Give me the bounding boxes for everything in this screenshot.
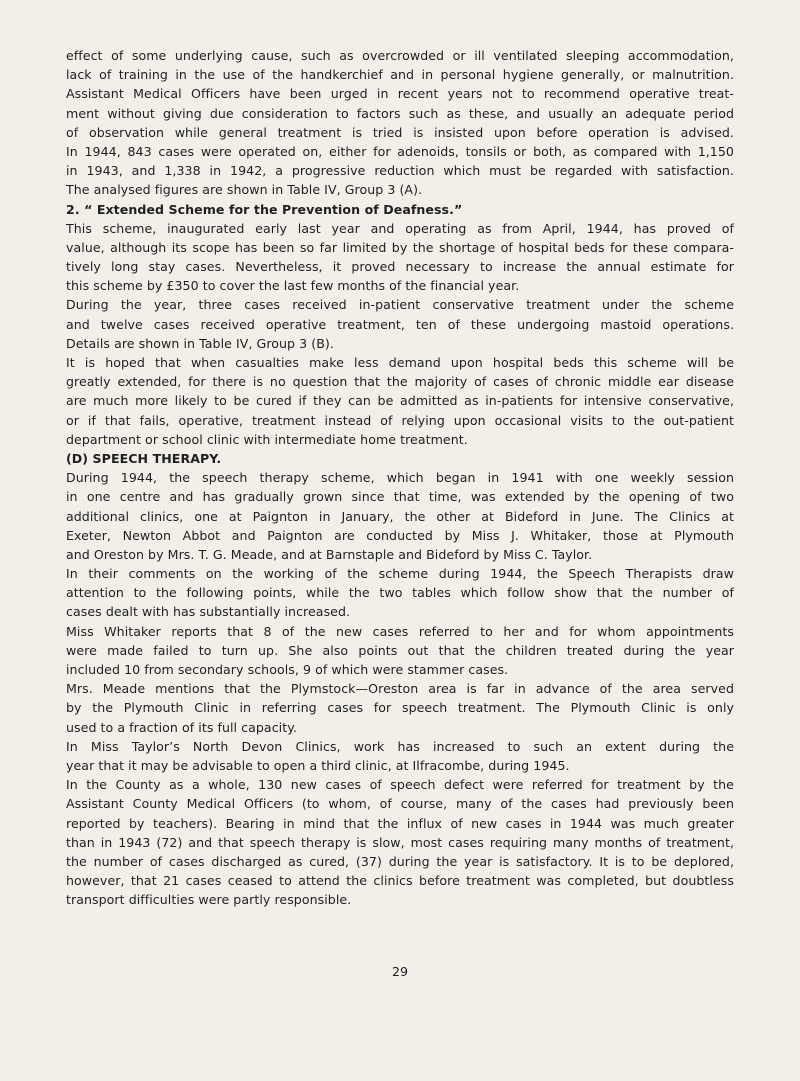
text-line: of observation while general treatment is tried is insisted upon before operation is advised. [66, 124, 734, 140]
page-number: 29 [391, 964, 409, 979]
text-line: In their comments on the working of the scheme during 1944, the Speech Therapists draw [66, 566, 734, 582]
text-line: Assistant County Medical Officers (to whom, of course, many of the cases had previously been [66, 796, 734, 812]
text-line: It is hoped that when casualties make less demand upon hospital beds this scheme will be [66, 355, 734, 370]
text-line: The analysed figures are shown in Table IV, Group 3 (A). [66, 182, 423, 198]
text-line: by the Plymouth Clinic in referring cases for speech treatment. The Plymouth Clinic is only [66, 700, 734, 716]
text-line: In Miss Taylor’s North Devon Clinics, work has increased to such an extent during the [66, 738, 734, 754]
text-line: In the County as a whole, 130 new cases of speech defect were referred for treatment by the [66, 777, 734, 793]
text-line: attention to the following points, while the two tables which follow show that the number of [66, 585, 734, 601]
text-line: and Oreston by Mrs. T. G. Meade, and at Barnstaple and Bideford by Miss C. Taylor. [66, 546, 593, 562]
text-line: used to a fraction of its full capacity. [66, 719, 297, 735]
section-heading-speech-therapy: (D) SPEECH THERAPY. [66, 450, 222, 466]
text-line: transport difficulties were partly responsible. [66, 892, 352, 908]
text-line: tively long stay cases. Nevertheless, it proved necessary to increase the annual estimate for [66, 259, 734, 275]
text-line: included 10 from secondary schools, 9 of which were stammer cases. [66, 662, 509, 677]
text-line: in one centre and has gradually grown since that time, was extended by the opening of two [66, 489, 734, 505]
text-line: and twelve cases received operative treatment, ten of these undergoing mastoid operations. [66, 316, 734, 332]
text-line: Details are shown in Table IV, Group 3 (B). [66, 335, 334, 351]
text-line: lack of training in the use of the handkerchief and in personal hygiene generally, or malnutrition. [66, 67, 734, 83]
text-line: the number of cases discharged as cured, (37) during the year is satisfactory. It is to be deplored, [66, 853, 734, 869]
text-line: in 1943, and 1,338 in 1942, a progressive reduction which must be regarded with satisfaction. [66, 163, 734, 179]
text-line: In 1944, 843 cases were operated on, either for adenoids, tonsils or both, as compared with 1,150 [66, 143, 734, 159]
text-line: than in 1943 (72) and that speech therapy is slow, most cases requiring many months of treatment, [66, 834, 734, 850]
text-line: Miss Whitaker reports that 8 of the new cases referred to her and for whom appointments [66, 623, 734, 639]
text-line: Exeter, Newton Abbot and Paignton are conducted by Miss J. Whitaker, those at Plymouth [66, 527, 734, 543]
text-line: reported by teachers). Bearing in mind that the influx of new cases in 1944 was much greater [66, 815, 734, 831]
text-line: additional clinics, one at Paignton in January, the other at Bideford in June. The Clinics at [66, 508, 734, 524]
text-line: this scheme by £350 to cover the last few months of the financial year. [66, 278, 520, 294]
document-body [66, 46, 734, 909]
text-line: During the year, three cases received in-patient conservative treatment under the scheme [66, 297, 734, 313]
text-line: greatly extended, for there is no question that the majority of cases of chronic middle ear disease [66, 374, 734, 390]
text-line: This scheme, inaugurated early last year and operating as from April, 1944, has proved of [66, 220, 734, 236]
text-line: however, that 21 cases ceased to attend the clinics before treatment was completed, but doubtless [66, 873, 734, 889]
text-line: cases dealt with has substantially increased. [66, 604, 351, 620]
text-line: or if that fails, operative, treatment instead of relying upon occasional visits to the out-patient [66, 412, 734, 428]
text-line: year that it may be advisable to open a third clinic, at Ilfracombe, during 1945. [66, 757, 570, 773]
text-line: department or school clinic with intermediate home treatment. [66, 431, 468, 447]
text-line: are much more likely to be cured if they can be admitted as in-patients for intensive conservative, [66, 393, 734, 409]
text-line: Assistant Medical Officers have been urged in recent years not to recommend operative treat- [66, 86, 734, 102]
text-line: were made failed to turn up. She also points out that the children treated during the year [66, 642, 734, 658]
text-line: During 1944, the speech therapy scheme, which began in 1941 with one weekly session [66, 470, 734, 486]
text-line: effect of some underlying cause, such as overcrowded or ill ventilated sleeping accommodation, [66, 48, 734, 63]
text-line: Mrs. Meade mentions that the Plymstock—Oreston area is far in advance of the area served [66, 681, 734, 697]
section-heading-deafness: 2. “ Extended Scheme for the Prevention of Deafness.” [66, 201, 463, 217]
text-line: value, although its scope has been so far limited by the shortage of hospital beds for these compara- [66, 239, 734, 255]
text-line: ment without giving due consideration to factors such as these, and usually an adequate period [66, 105, 734, 121]
